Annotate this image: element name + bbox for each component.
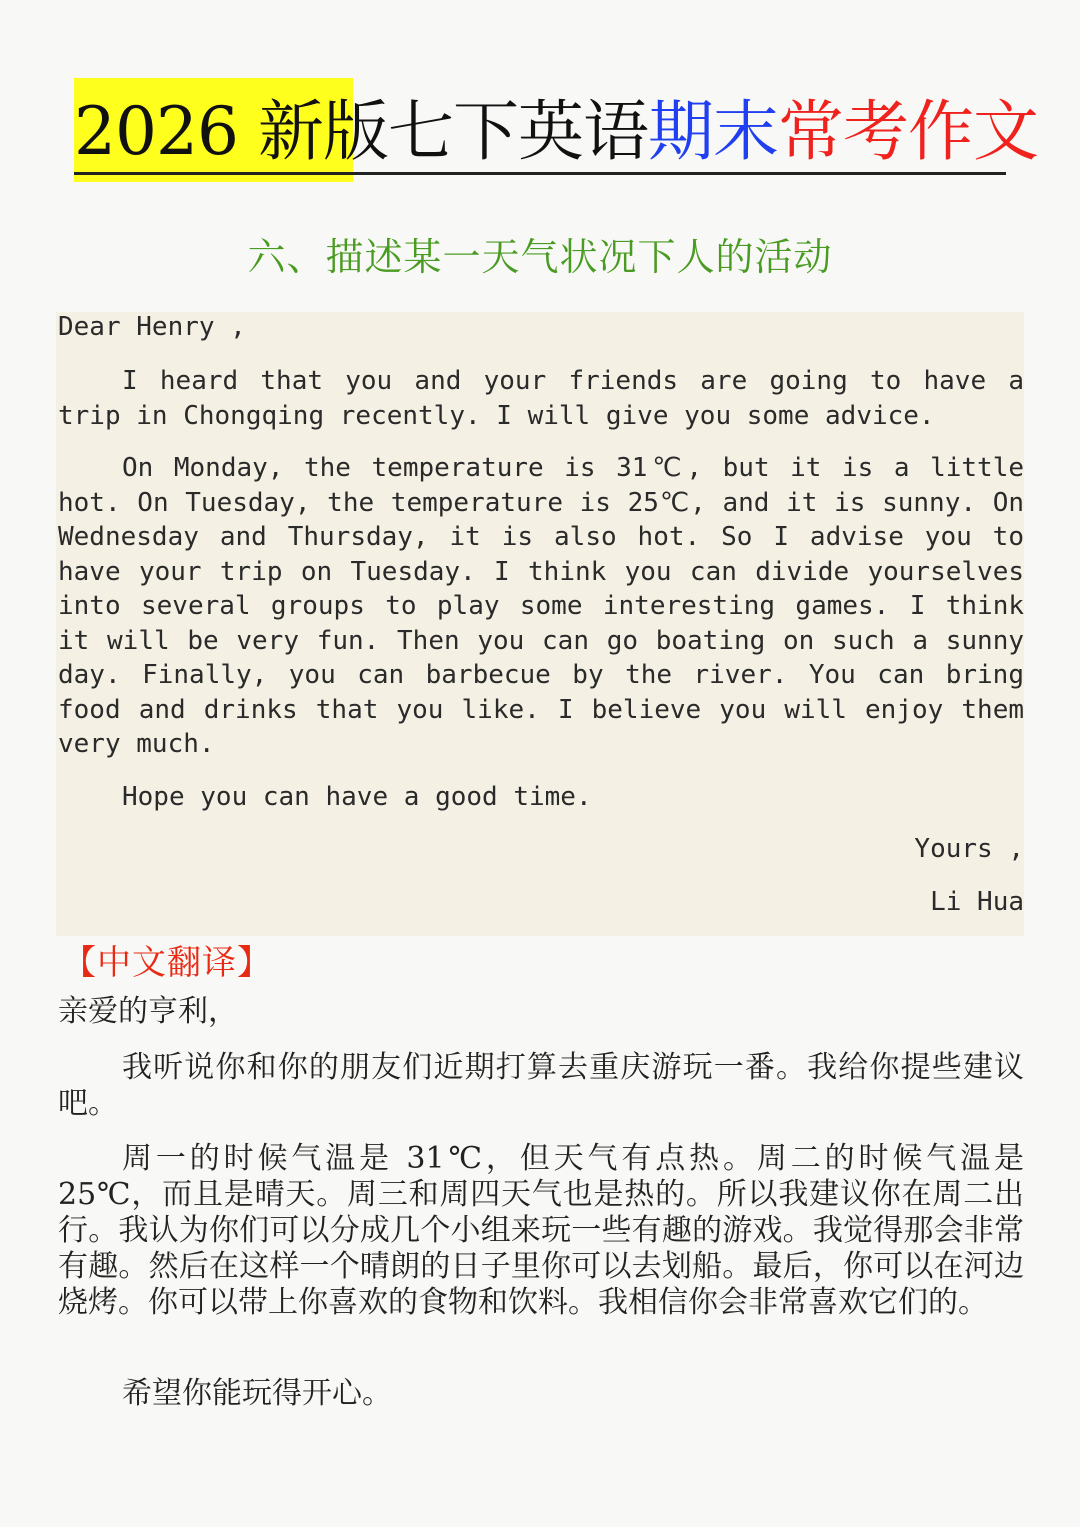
title-underline: [74, 172, 1006, 175]
translation-header: [62, 935, 272, 984]
translation-salutation: 亲爱的亨利，: [58, 994, 238, 1029]
letter-signature: Li Hua: [930, 887, 1024, 917]
translation-header-close: 】: [237, 943, 272, 983]
letter-paragraph-3: Hope you can have a good time.: [122, 782, 592, 812]
letter-closing: Yours ,: [914, 834, 1024, 864]
letter-salutation: Dear Henry ,: [58, 312, 246, 342]
translation-paragraph-2: 周一的时候气温是 31℃，但天气有点热。周二的时候气温是25℃，而且是晴天。周三和周四天气也是热的。所以我建议你在周二出行。我认为你们可以分成几个小组来玩一些有趣的游戏。我觉得那会非常有趣。然后在这样一个晴朗的日子里你可以去划船。最后，你可以在河边烧烤。你可以带上你喜欢的食物和饮料。我相信你会非常喜欢它们的。: [58, 1141, 1024, 1320]
title-red-text: 常考作文: [777, 93, 1038, 170]
translation-header-text: 中文翻译: [97, 943, 237, 983]
letter-paragraph-1: I heard that you and your friends are going to have a trip in Chongqing recently. I will give you some advice.: [58, 366, 1024, 431]
translation-paragraph-1: 我听说你和你的朋友们近期打算去重庆游玩一番。我给你提些建议吧。: [58, 1050, 1024, 1121]
translation-paragraph-3: 希望你能玩得开心。: [122, 1376, 392, 1411]
section-subtitle: 六、描述某一天气状况下人的活动: [247, 235, 833, 279]
title-text: [74, 91, 1038, 170]
title-black-text: 七下英语: [387, 93, 648, 170]
title-highlighted-text: 2026 新版: [74, 93, 388, 170]
translation-header-open: 【: [62, 943, 97, 983]
page-title: [74, 74, 1038, 182]
title-blue-text: 期末: [647, 93, 778, 170]
letter-paragraph-2: On Monday, the temperature is 31℃, but it is a little hot. On Tuesday, the temperature is 25℃, and it is sunny. On Wednesday and Thursday, it is also hot. So I advise you to have your trip on Tuesday. I think you can divide yourselves into several groups to play some interesting games. I think it will be very fun. Then you can go boating on such a sunny day. Finally, you can barbecue by the river. You can bring food and drinks that you like. I believe you will enjoy them very much.: [58, 453, 1024, 759]
